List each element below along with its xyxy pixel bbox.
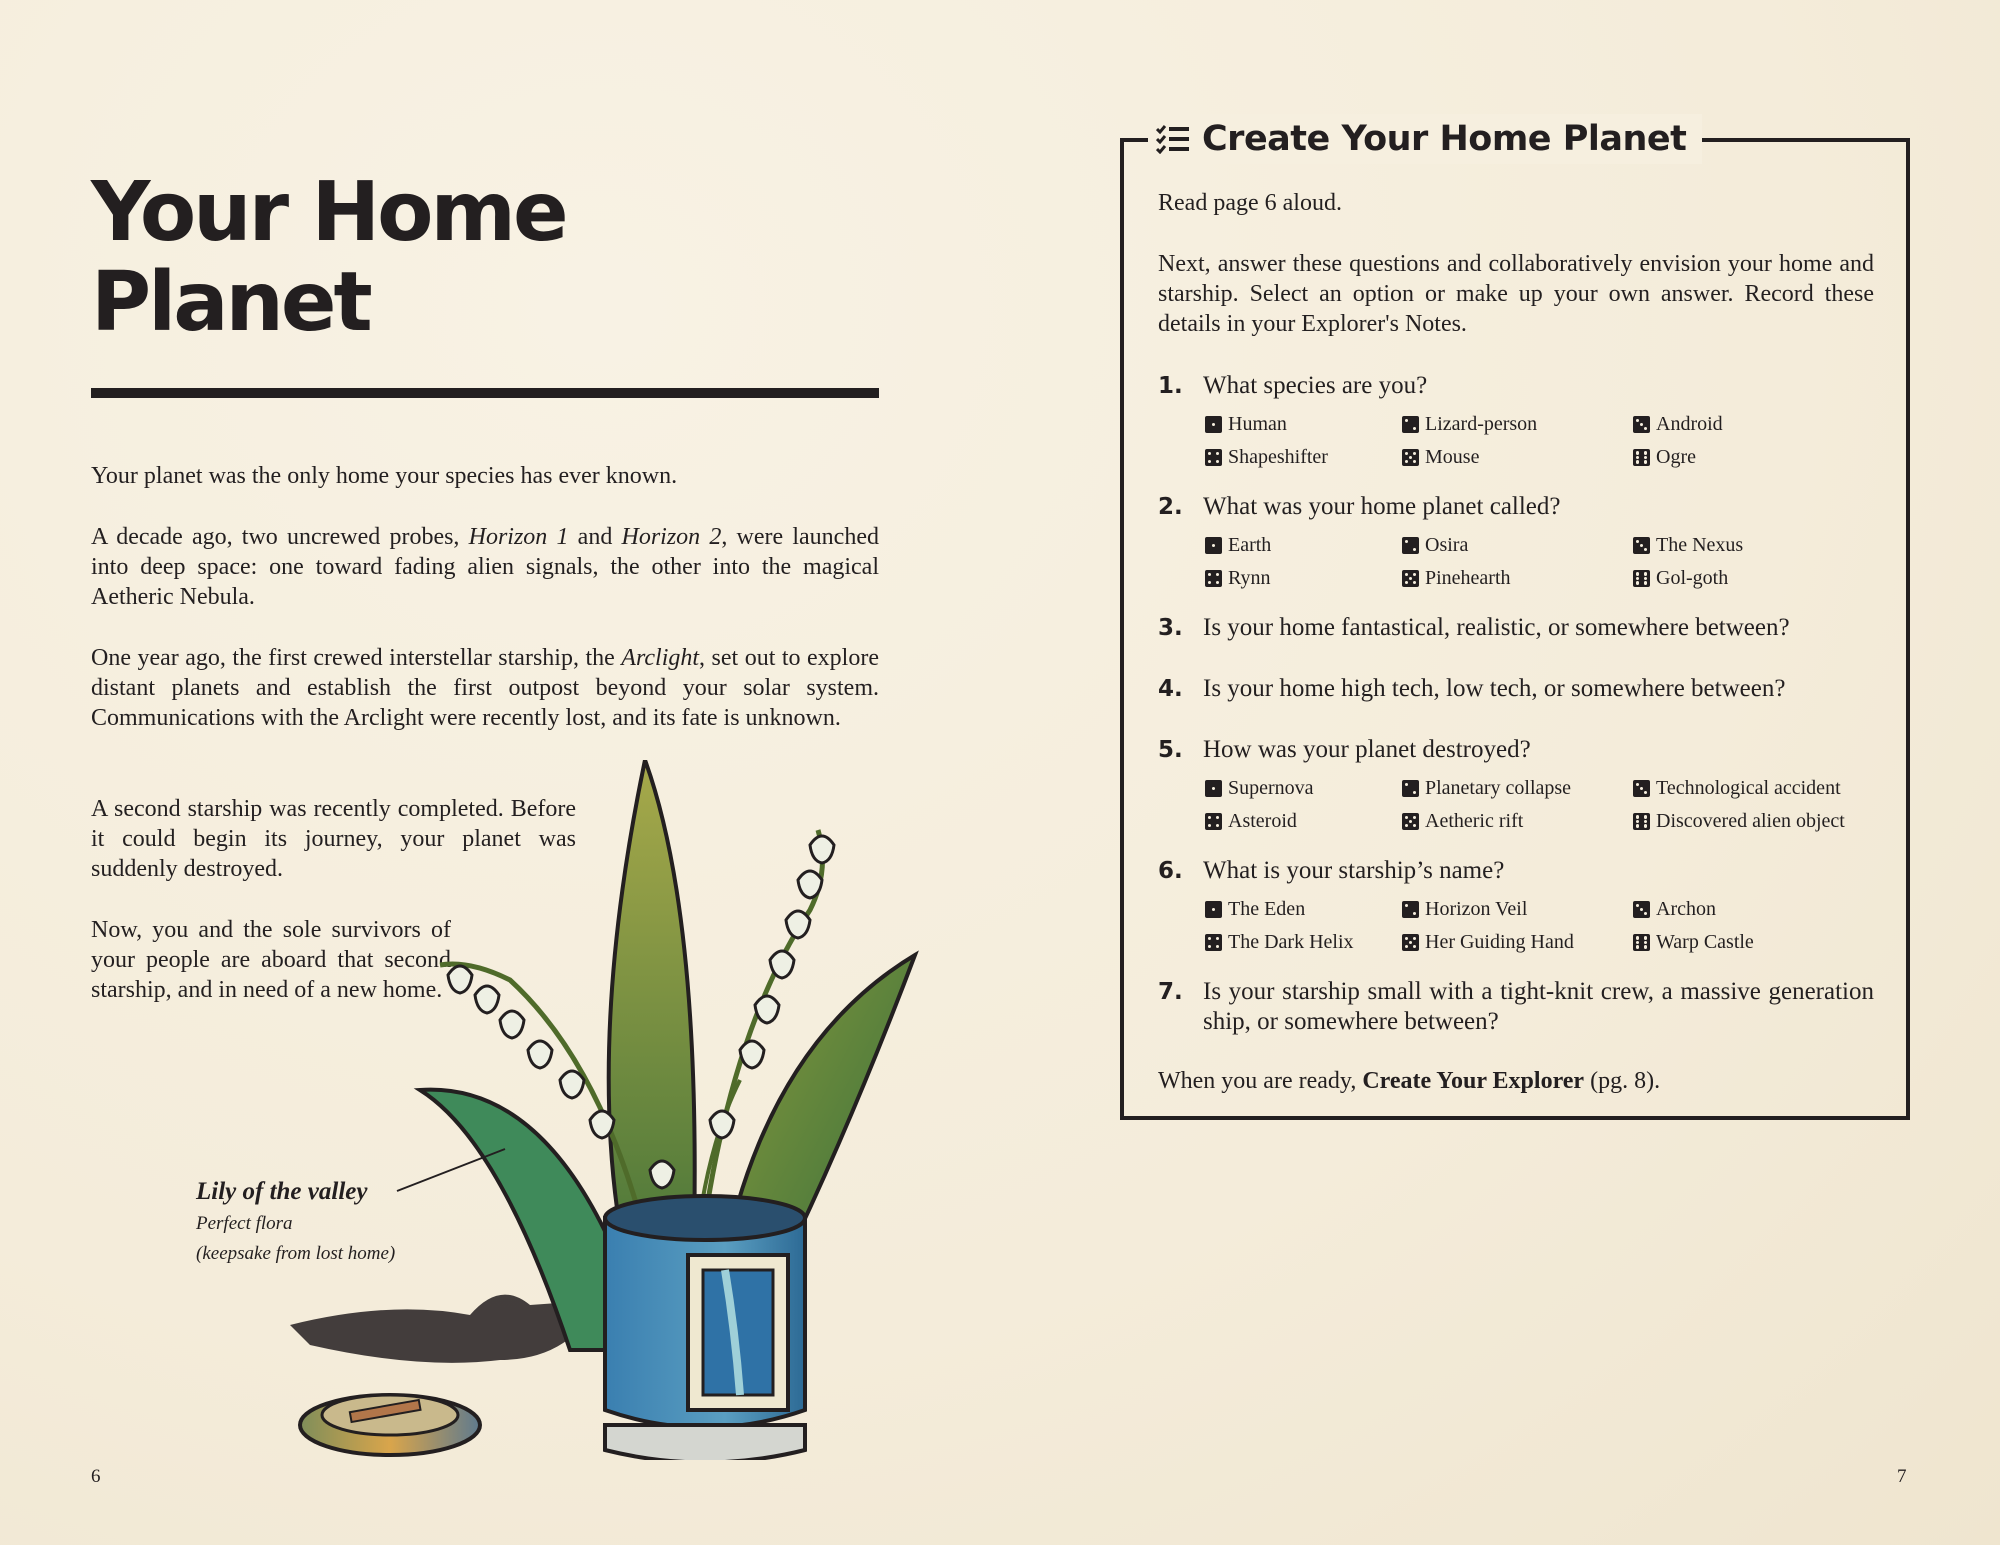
option-item xyxy=(1633,898,1716,921)
option-item xyxy=(1633,567,1728,590)
die-face-icon xyxy=(1633,813,1650,830)
question-number: 7. xyxy=(1158,979,1183,1005)
title-divider xyxy=(91,388,879,398)
option-label: Ogre xyxy=(1656,446,1696,468)
option-label: Mouse xyxy=(1425,446,1480,468)
option-label: Android xyxy=(1656,413,1723,435)
checklist-icon xyxy=(1156,124,1190,154)
question-number: 1. xyxy=(1158,373,1183,399)
option-item xyxy=(1205,413,1287,436)
option-label: Discovered alien object xyxy=(1656,810,1845,832)
option-label: Pinehearth xyxy=(1425,567,1511,589)
die-face-icon xyxy=(1633,901,1650,918)
intro-1: Read page 6 aloud. xyxy=(1158,190,1342,216)
paragraph-1: Your planet was the only home your species has ever known. xyxy=(91,463,678,489)
option-label: Archon xyxy=(1656,898,1716,920)
die-face-icon xyxy=(1205,449,1222,466)
die-face-icon xyxy=(1402,537,1419,554)
page-title xyxy=(91,165,851,350)
die-face-icon xyxy=(1633,537,1650,554)
option-label: Earth xyxy=(1228,534,1272,556)
caption-line-1: Perfect flora xyxy=(196,1213,293,1234)
die-face-icon xyxy=(1402,813,1419,830)
question-number: 3. xyxy=(1158,615,1183,641)
option-label: The Eden xyxy=(1228,898,1306,920)
die-face-icon xyxy=(1402,901,1419,918)
option-label: Warp Castle xyxy=(1656,931,1754,953)
die-face-icon xyxy=(1205,416,1222,433)
page-number-left: 6 xyxy=(91,1466,101,1487)
intro-2: Next, answer these questions and collaboratively envision your home and starship. Select an option or make up your own answer. Record these details in your Explorer's Notes. xyxy=(1158,251,1874,337)
outro: When you are ready, Create Your Explorer (pg. 8). xyxy=(1158,1068,1661,1094)
option-item xyxy=(1633,413,1723,436)
option-label: The Dark Helix xyxy=(1228,931,1354,953)
die-face-icon xyxy=(1205,934,1222,951)
die-face-icon xyxy=(1402,416,1419,433)
question-2 xyxy=(1158,492,1874,522)
option-item xyxy=(1402,777,1571,800)
question-1 xyxy=(1158,371,1874,401)
box-heading xyxy=(1148,114,1702,164)
option-label: Asteroid xyxy=(1228,810,1297,832)
question-text: How was your planet destroyed? xyxy=(1203,736,1531,763)
option-item xyxy=(1402,413,1537,436)
option-label: Aetheric rift xyxy=(1425,810,1524,832)
option-label: Lizard-person xyxy=(1425,413,1538,435)
option-item xyxy=(1402,446,1479,469)
option-item xyxy=(1633,446,1696,469)
title-line-1: Your Home xyxy=(91,165,566,260)
option-item xyxy=(1205,810,1297,833)
question-3 xyxy=(1158,613,1874,643)
option-item xyxy=(1633,534,1743,557)
option-item xyxy=(1402,567,1511,590)
caption-line-2: (keepsake from lost home) xyxy=(196,1243,396,1264)
question-text: Is your home fantastical, realistic, or somewhere between? xyxy=(1203,614,1790,641)
option-label: Planetary collapse xyxy=(1425,777,1572,799)
option-label: Osira xyxy=(1425,534,1469,556)
paragraph-3: One year ago, the first crewed interstellar starship, the Arclight, set out to explore distant planets and establish the first outpost beyond your solar system. Communications with the Arclight were recently lost, and its fate is unknown. xyxy=(91,645,879,731)
question-text: Is your starship small with a tight-knit crew, a massive generation ship, or somewhere between? xyxy=(1203,978,1874,1035)
option-item xyxy=(1402,810,1523,833)
die-face-icon xyxy=(1205,570,1222,587)
option-item xyxy=(1402,931,1574,954)
die-face-icon xyxy=(1205,780,1222,797)
die-face-icon xyxy=(1633,934,1650,951)
title-line-2: Planet xyxy=(91,255,370,350)
option-item xyxy=(1633,777,1841,800)
question-number: 2. xyxy=(1158,494,1183,520)
lily-of-the-valley-illustration xyxy=(270,760,930,1460)
option-item xyxy=(1205,777,1314,800)
die-face-icon xyxy=(1205,813,1222,830)
option-label: Human xyxy=(1228,413,1287,435)
option-item xyxy=(1402,534,1468,557)
question-text: What was your home planet called? xyxy=(1203,493,1561,520)
option-item xyxy=(1205,534,1271,557)
option-item xyxy=(1205,931,1354,954)
die-face-icon xyxy=(1633,416,1650,433)
die-face-icon xyxy=(1633,780,1650,797)
die-face-icon xyxy=(1402,780,1419,797)
option-item xyxy=(1633,931,1754,954)
option-label: Her Guiding Hand xyxy=(1425,931,1574,953)
die-face-icon xyxy=(1633,449,1650,466)
option-label: Supernova xyxy=(1228,777,1314,799)
option-label: The Nexus xyxy=(1656,534,1744,556)
paragraph-2: A decade ago, two uncrewed probes, Horizon 1 and Horizon 2, were launched into deep space: one toward fading alien signals, the other into the magical Aetheric Nebula. xyxy=(91,524,879,610)
option-label: Shapeshifter xyxy=(1228,446,1328,468)
die-face-icon xyxy=(1402,934,1419,951)
option-item xyxy=(1402,898,1527,921)
question-6 xyxy=(1158,856,1874,886)
die-face-icon xyxy=(1205,901,1222,918)
die-face-icon xyxy=(1402,570,1419,587)
page-number-right: 7 xyxy=(1897,1466,1907,1487)
question-5 xyxy=(1158,735,1874,765)
paragraph-5: Now, you and the sole survivors of your people are aboard that second starship, and in need of a new home. xyxy=(91,917,451,1003)
option-label: Horizon Veil xyxy=(1425,898,1528,920)
question-number: 5. xyxy=(1158,737,1183,763)
option-item xyxy=(1205,567,1271,590)
question-text: What species are you? xyxy=(1203,372,1428,399)
box-title: Create Your Home Planet xyxy=(1202,119,1687,159)
question-7 xyxy=(1158,977,1874,1037)
option-label: Gol-goth xyxy=(1656,567,1729,589)
option-label: Rynn xyxy=(1228,567,1271,589)
option-item xyxy=(1205,898,1305,921)
die-face-icon xyxy=(1402,449,1419,466)
question-4 xyxy=(1158,674,1874,704)
die-face-icon xyxy=(1205,537,1222,554)
question-number: 4. xyxy=(1158,676,1183,702)
question-number: 6. xyxy=(1158,858,1183,884)
option-label: Technological accident xyxy=(1656,777,1841,799)
paragraph-4: A second starship was recently completed. Before it could begin its journey, your planet was suddenly destroyed. xyxy=(91,796,576,882)
caption-title: Lily of the valley xyxy=(196,1178,368,1205)
option-item xyxy=(1205,446,1328,469)
option-item xyxy=(1633,810,1845,833)
question-text: Is your home high tech, low tech, or somewhere between? xyxy=(1203,675,1786,702)
die-face-icon xyxy=(1633,570,1650,587)
question-text: What is your starship’s name? xyxy=(1203,857,1505,884)
caption-pointer-line xyxy=(395,1145,510,1195)
